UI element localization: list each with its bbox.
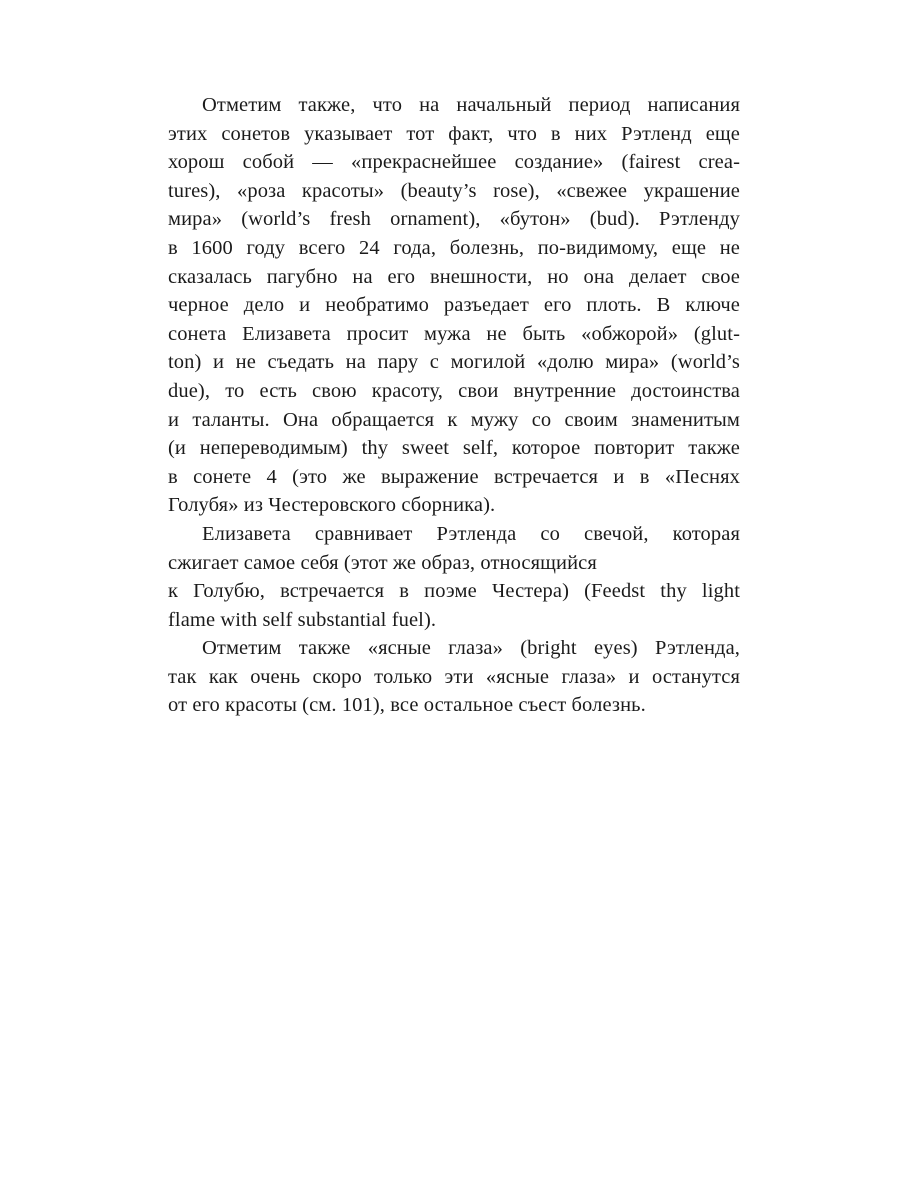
page-text-block: [168, 91, 740, 720]
paragraph-line: в 1600 году всего 24 года, болезнь, по-видимому, еще не: [168, 236, 740, 259]
paragraph-line: ton) и не съедать на пару с могилой «долю мира» (world’s: [168, 351, 740, 374]
paragraph-line: (и непереводимым) thy sweet self, которое повторит также: [168, 437, 740, 460]
paragraph-line: Голубя» из Честеровского сборника).: [168, 494, 496, 517]
paragraph-line: к Голубю, встречается в поэме Честера) (Feedst thy light: [168, 580, 740, 603]
paragraph-line: Отметим также «ясные глаза» (bright eyes) Рэтленда,: [202, 637, 740, 660]
paragraph-line: сонета Елизавета просит мужа не быть «обжорой» (glut-: [168, 322, 740, 345]
paragraph-line: tures), «роза красоты» (beauty’s rose), «свежее украшение: [168, 179, 740, 202]
paragraph-3: [168, 634, 740, 720]
paragraph-line: этих сонетов указывает тот факт, что в них Рэтленд еще: [168, 122, 740, 145]
paragraph-line: flame with self substantial fuel).: [168, 608, 437, 631]
paragraph-line: черное дело и необратимо разъедает его плоть. В ключе: [168, 294, 740, 317]
paragraph-2: [168, 520, 740, 634]
paragraph-1: [168, 91, 740, 520]
paragraph-line: мира» (world’s fresh ornament), «бутон» (bud). Рэтленду: [168, 208, 740, 231]
paragraph-line: так как очень скоро только эти «ясные глаза» и останутся: [168, 665, 740, 688]
paragraph-line: сказалась пагубно на его внешности, но она делает свое: [168, 265, 740, 288]
paragraph-line: Отметим также, что на начальный период написания: [202, 94, 740, 116]
paragraph-line: due), то есть свою красоту, свои внутренние достоинства: [168, 379, 740, 402]
paragraph-line: от его красоты (см. 101), все остальное съест болезнь.: [168, 694, 646, 717]
paragraph-line: Елизавета сравнивает Рэтленда со свечой, которая: [202, 522, 740, 545]
paragraph-line: в сонете 4 (это же выражение встречается и в «Песнях: [168, 465, 740, 488]
paragraph-line: и таланты. Она обращается к мужу со своим знаменитым: [168, 408, 740, 431]
paragraph-line: сжигает самое себя (этот же образ, относящийся: [168, 551, 597, 574]
paragraph-line: хорош собой — «прекраснейшее создание» (fairest crea-: [168, 151, 740, 174]
